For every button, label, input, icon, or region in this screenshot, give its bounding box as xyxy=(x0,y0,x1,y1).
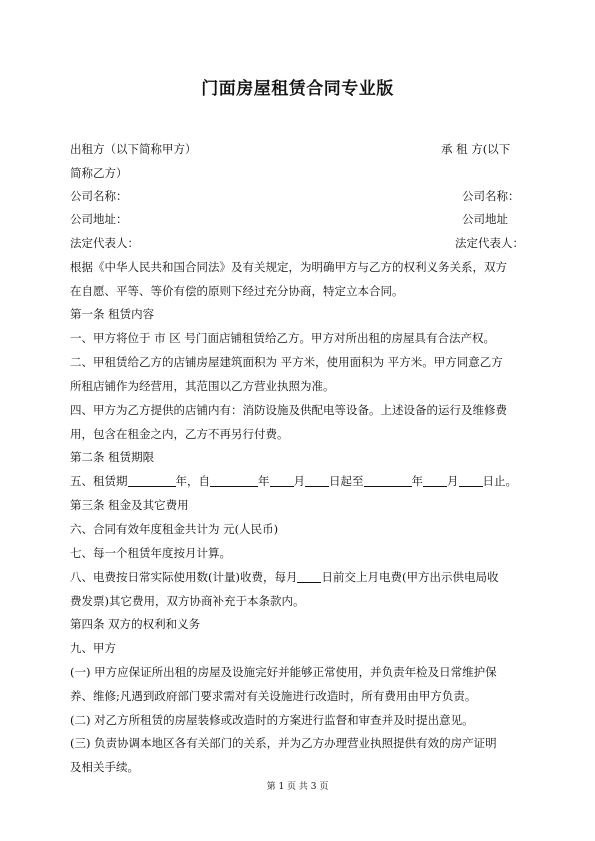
company-name-lessor: 公司名称： xyxy=(70,189,128,203)
lessee-label: 承 租 方(以下 xyxy=(441,142,511,156)
lessor-label: 出租方（以下简称甲方） xyxy=(70,142,197,156)
item-6: 六、合同有效年度租金共计为 元(人民币) xyxy=(70,522,279,536)
item-5-text-e: 日起至 xyxy=(329,474,364,488)
clause-1-line-2: 养、维修;凡遇到政府部门要求需对有关设施进行改造时，所有费用由甲方负责。 xyxy=(70,689,477,703)
start-month-blank xyxy=(270,474,294,487)
legal-rep-lessee: 法定代表人： xyxy=(455,236,524,250)
intro-line-2: 在自愿、平等、等价有偿的原则下经过充分协商，特定立本合同。 xyxy=(70,284,404,298)
clause-3-line-1: (三) 负责协调本地区各有关部门的关系，并为乙方办理营业执照提供有效的房产证明 xyxy=(70,736,497,750)
company-address-lessor: 公司地址： xyxy=(70,212,128,226)
item-8-text-b: 日前交上月电费(甲方出示供电局收 xyxy=(321,570,499,584)
intro-line-1: 根据《中华人民共和国合同法》及有关规定，为明确甲方与乙方的权利义务关系，双方 xyxy=(70,260,507,274)
start-day-blank xyxy=(305,474,329,487)
item-5-text-a: 五、租赁期 xyxy=(70,474,128,488)
item-5 xyxy=(70,473,530,489)
item-5-text-c: 年 xyxy=(258,474,270,488)
start-year-blank xyxy=(210,474,258,487)
item-2-line-1: 二、甲租赁给乙方的店铺房屋建筑面积为 平方米，使用面积为 平方米。甲方同意乙方 xyxy=(70,355,503,369)
article-1-heading: 第一条 租赁内容 xyxy=(70,307,155,321)
item-5-text-d: 月 xyxy=(293,474,305,488)
term-years-blank xyxy=(128,474,176,487)
item-2-line-2: 所租店铺作为经营用，其范围以乙方营业执照为准。 xyxy=(70,379,335,393)
item-5-text-b: 年，自 xyxy=(175,474,210,488)
company-address-lessee: 公司地址 xyxy=(462,212,508,226)
item-5-text-f: 年 xyxy=(411,474,423,488)
legal-rep-lessor: 法定代表人： xyxy=(70,236,139,250)
item-5-text-h: 日止。 xyxy=(482,474,517,488)
item-5-text-g: 月 xyxy=(447,474,459,488)
article-2-heading: 第二条 租赁期限 xyxy=(70,450,155,464)
lessee-label-cont: 简称乙方） xyxy=(70,166,128,180)
page-footer: 第 1 页 共 3 页 xyxy=(266,782,329,792)
payment-day-blank xyxy=(297,570,321,583)
item-1: 一、甲方将位于 市 区 号门面店铺租赁给乙方。甲方对所出租的房屋具有合法产权。 xyxy=(70,331,495,345)
clause-1-line-1: (一) 甲方应保证所出租的房屋及设施完好并能够正常使用，并负责年检及日常维护保 xyxy=(70,665,497,679)
item-4-line-1: 四、甲方为乙方提供的店铺内有：消防设施及供配电等设备。上述设备的运行及维修费 xyxy=(70,403,507,417)
clause-3-line-2: 及相关手续。 xyxy=(70,760,139,774)
end-month-blank xyxy=(423,474,447,487)
document-title: 门面房屋租赁合同专业版 xyxy=(201,79,394,99)
item-4-line-2: 用，包含在租金之内，乙方不再另行付费。 xyxy=(70,427,289,441)
item-8-line-1 xyxy=(70,569,530,585)
item-9: 九、甲方 xyxy=(70,641,116,655)
article-4-heading: 第四条 双方的权利和义务 xyxy=(70,617,201,631)
article-3-heading: 第三条 租金及其它费用 xyxy=(70,498,189,512)
company-name-lessee: 公司名称： xyxy=(462,189,520,203)
item-8-text-a: 八、电费按日常实际使用数(计量)收费，每月 xyxy=(70,570,298,584)
item-8-line-2: 费发票)其它费用，双方协商补充于本条款内。 xyxy=(70,594,305,608)
end-day-blank xyxy=(459,474,483,487)
item-7: 七、每一个租赁年度按月计算。 xyxy=(70,546,231,560)
clause-2: (二) 对乙方所租赁的房屋装修或改造时的方案进行监督和审查并及时提出意见。 xyxy=(70,713,474,727)
end-year-blank xyxy=(364,474,412,487)
